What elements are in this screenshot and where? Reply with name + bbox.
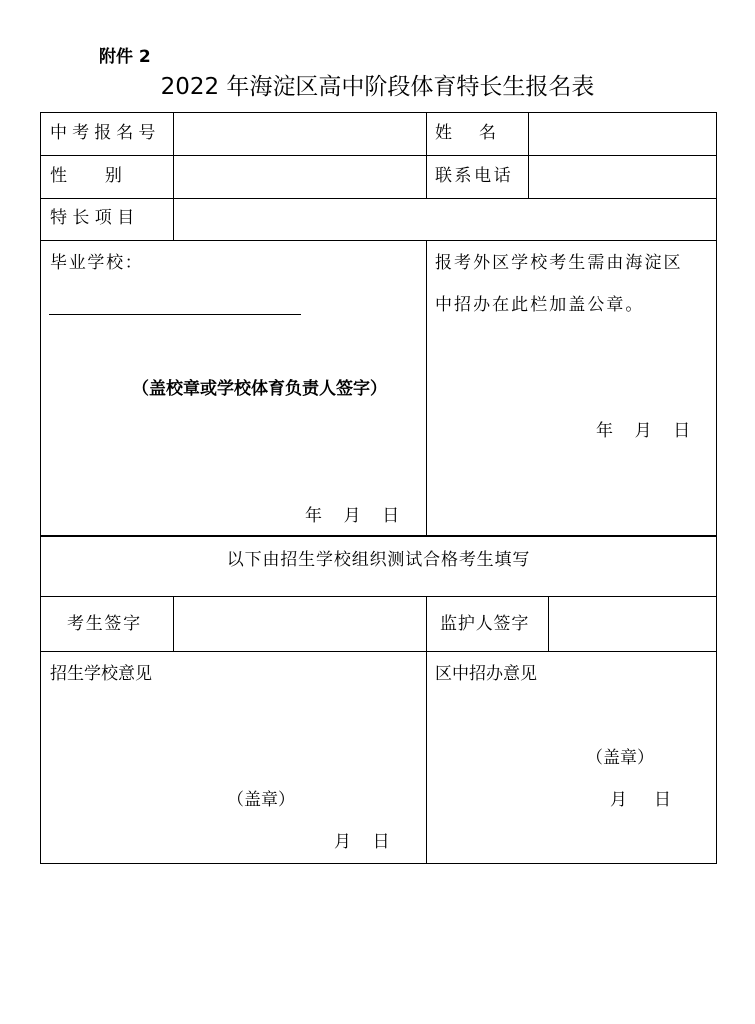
registration-form <box>40 112 717 864</box>
district-opinion-field[interactable] <box>427 687 716 862</box>
table-rule-section <box>40 535 717 537</box>
district-opinion-stamp: （盖章） <box>586 748 654 768</box>
table-rule-signatures <box>40 651 717 652</box>
table-border-right <box>716 112 717 864</box>
district-opinion-label: 区中招办意见 <box>435 664 537 684</box>
attachment-label: 附件 2 <box>99 47 151 67</box>
table-col-sign-mid <box>426 596 427 652</box>
page-title: 2022 年海淀区高中阶段体育特长生报名表 <box>160 74 595 100</box>
district-opinion-date: 月 日 <box>610 790 672 810</box>
district-stamp-instruction-line1: 报考外区学校考生需由海淀区 <box>435 253 683 273</box>
graduation-school-underline <box>49 314 301 315</box>
school-opinion-stamp: （盖章） <box>227 790 295 810</box>
supervisor-signature-field[interactable] <box>549 597 716 651</box>
table-border-bottom <box>40 863 717 864</box>
school-opinion-date: 月 日 <box>334 832 390 852</box>
table-rule-row3 <box>40 240 717 241</box>
student-signature-label: 考生签字 <box>67 614 142 634</box>
graduation-school-field[interactable] <box>49 288 301 314</box>
school-stamp-note: （盖校章或学校体育负责人签字） <box>132 379 387 399</box>
district-stamp-instruction-line2: 中招办在此栏加盖公章。 <box>435 295 645 315</box>
supervisor-signature-label: 监护人签字 <box>440 614 530 634</box>
graduation-school-label: 毕业学校： <box>50 253 144 273</box>
table-col-middle-block <box>426 240 427 536</box>
section-note: 以下由招生学校组织测试合格考生填写 <box>226 550 531 570</box>
exam-number-label: 中考报名号 <box>50 123 161 143</box>
name-label: 姓 名 <box>435 123 497 143</box>
phone-field[interactable] <box>529 156 716 198</box>
school-opinion-label: 招生学校意见 <box>50 664 152 684</box>
district-stamp-date: 年 月 日 <box>596 421 691 441</box>
name-field[interactable] <box>529 113 716 155</box>
specialty-label: 特 长 项 目 <box>50 208 135 228</box>
exam-number-field[interactable] <box>174 113 426 155</box>
phone-label: 联系电话 <box>435 166 514 186</box>
specialty-field[interactable] <box>174 199 716 240</box>
graduation-date: 年 月 日 <box>305 506 400 526</box>
gender-field[interactable] <box>174 156 426 198</box>
table-col-mid <box>426 112 427 198</box>
student-signature-field[interactable] <box>174 597 426 651</box>
gender-label: 性 别 <box>50 166 122 186</box>
